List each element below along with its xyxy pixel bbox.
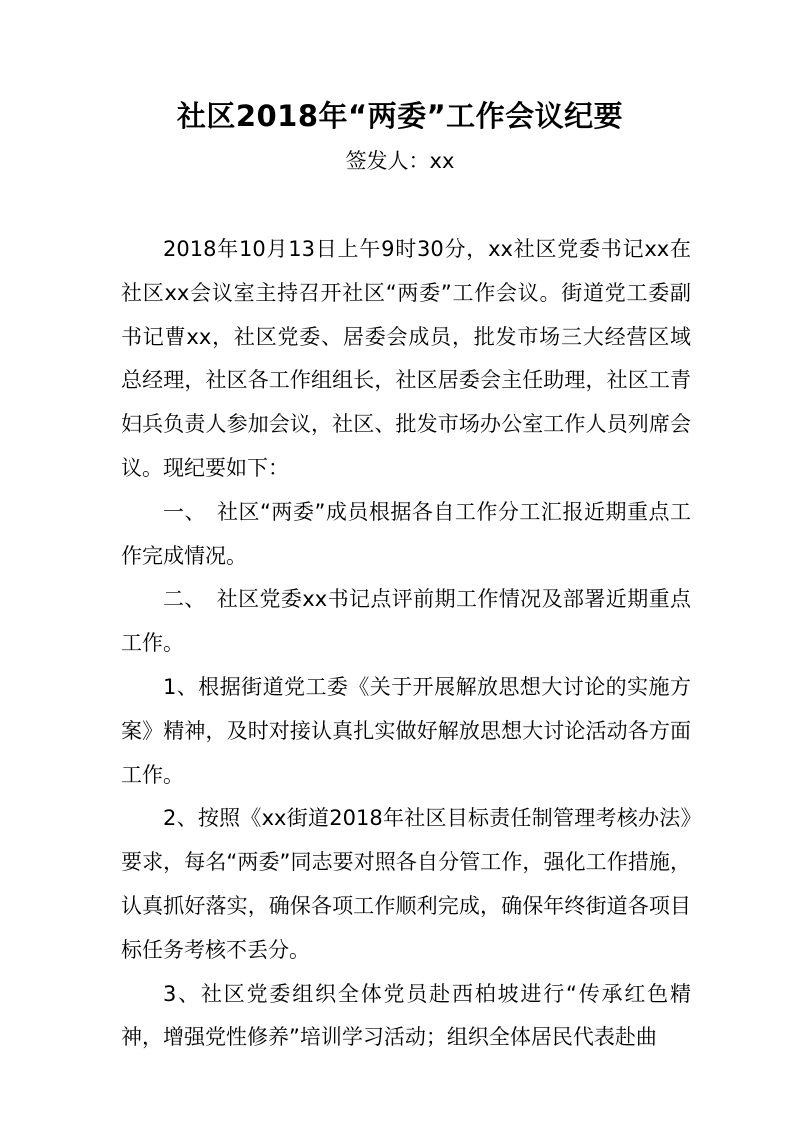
paragraph-item-1: 一、 社区“两委”成员根据各自工作分工汇报近期重点工作完成情况。 xyxy=(121,499,691,568)
paragraph-subitem-3: 3、社区党委组织全体党员赴西柏坡进行“传承红色精神，增强党性修养”培训学习活动；组织全体居民代表赴曲 xyxy=(121,981,691,1050)
document-body xyxy=(121,228,691,1060)
paragraph-subitem-1: 1、根据街道党工委《关于开展解放思想大讨论的实施方案》精神，及时对接认真扎实做好解放思想大讨论活动各方面工作。 xyxy=(121,674,691,787)
paragraph-intro: 2018年10月13日上午9时30分，xx社区党委书记xx在社区xx会议室主持召开社区“两委”工作会议。街道党工委副书记曹xx，社区党委、居委会成员，批发市场三大经营区域总经理，社区各工作组组长，社区居委会主任助理，社区工青妇兵负责人参加会议，社区、批发市场办公室工作人员列席会议。现纪要如下： xyxy=(121,237,691,480)
paragraph-subitem-2: 2、按照《xx街道2018年社区目标责任制管理考核办法》要求，每名“两委”同志要对照各自分管工作，强化工作措施，认真抓好落实，确保各项工作顺利完成，确保年终街道各项目标任务考核不丢分。 xyxy=(121,806,691,962)
document-signer: 签发人：xx xyxy=(345,149,455,173)
paragraph-item-2: 二、 社区党委xx书记点评前期工作情况及部署近期重点工作。 xyxy=(121,587,691,656)
document-title: 社区2018年“两委”工作会议纪要 xyxy=(176,99,624,133)
